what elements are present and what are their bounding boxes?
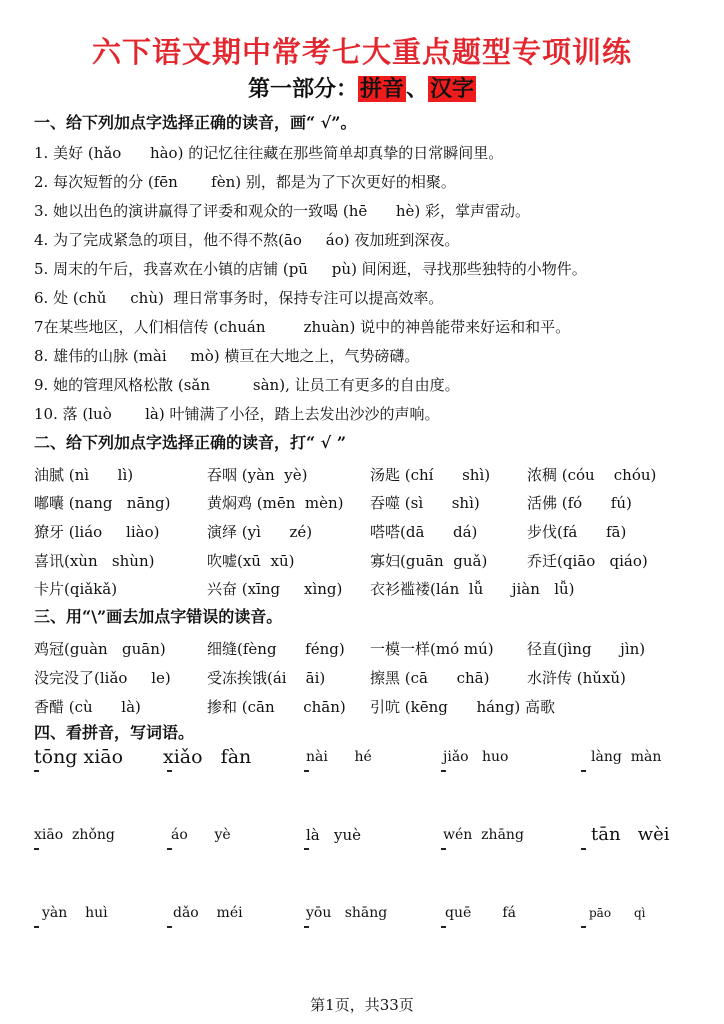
section3-item: 水浒传 (hǔxǔ) (527, 669, 626, 687)
word-writing-item (304, 826, 404, 896)
subtitle-prefix: 第一部分： (247, 76, 358, 102)
pinyin-prompt: jiǎo huo (443, 749, 509, 765)
pinyin-prompt: tān wèi (591, 824, 670, 845)
section2-item: 寡妇(guān guǎ) (370, 552, 488, 570)
section2-item: 油腻 (nì lì) (34, 466, 134, 484)
section2-item: 黄焖鸡 (mēn mèn) (207, 494, 344, 512)
writing-boxes[interactable] (441, 848, 446, 850)
section2-item: 演绎 (yì zé) (207, 523, 313, 541)
pinyin-prompt: yōu shāng (306, 905, 388, 921)
writing-boxes[interactable] (34, 770, 39, 772)
writing-boxes[interactable] (441, 770, 446, 772)
subtitle-highlight-pinyin: 拼音 (359, 76, 404, 102)
section2-item: 吹嘘(xū xū) (207, 552, 295, 570)
section2-item: 喜讯(xùn shùn) (34, 552, 155, 570)
word-writing-item (441, 748, 541, 818)
writing-boxes[interactable] (34, 926, 39, 928)
word-writing-item (581, 904, 681, 974)
pinyin-prompt: yàn huì (42, 905, 108, 921)
section3-item: 擦黑 (cā chā) (370, 669, 490, 687)
pinyin-prompt: xiǎo fàn (163, 746, 252, 768)
page-title: 六下语文期中常考七大重点题型专项训练 (91, 35, 632, 69)
word-writing-item (581, 748, 681, 818)
writing-boxes[interactable] (304, 770, 309, 772)
section2-item: 卡片(qiǎkǎ) (34, 580, 118, 598)
writing-boxes[interactable] (34, 848, 39, 850)
section1-item: 6. 处 (chǔ chù) 理日常事务时，保持专注可以提高效率。 (34, 289, 444, 307)
writing-boxes[interactable] (304, 926, 309, 928)
pinyin-prompt: nài hé (306, 749, 372, 765)
section3-item: 引吭 (kēng háng) 高歌 (370, 698, 555, 716)
word-writing-item (167, 826, 267, 896)
section2-item: 步伐(fá fā) (527, 523, 627, 541)
word-writing-item (304, 748, 404, 818)
word-writing-item (581, 826, 681, 896)
section2-item: 嘟囔 (nang nāng) (34, 494, 171, 512)
writing-boxes[interactable] (581, 848, 586, 850)
writing-boxes[interactable] (441, 926, 446, 928)
section3-item: 鸡冠(guàn guān) (34, 640, 166, 658)
writing-boxes[interactable] (304, 848, 309, 850)
word-writing-item (34, 826, 134, 896)
word-writing-item (34, 904, 134, 974)
section2-item: 吞噬 (sì shì) (370, 494, 480, 512)
section3-heading: 三、用“\”画去加点字错误的读音。 (34, 607, 283, 626)
section2-item: 嗒嗒(dā dá) (370, 523, 478, 541)
section1-item: 5. 周末的午后，我喜欢在小镇的店铺 (pū pù) 间闲逛，寻找那些独特的小物件。 (34, 260, 587, 278)
section1-item: 9. 她的管理风格松散 (sǎn sàn), 让员工有更多的自由度。 (34, 376, 460, 394)
section1-item: 7在某些地区，人们相信传 (chuán zhuàn) 说中的神兽能带来好运和和平。 (34, 318, 571, 336)
writing-boxes[interactable] (581, 770, 586, 772)
word-writing-item (441, 826, 541, 896)
word-writing-item (167, 904, 267, 974)
section2-heading: 二、给下列加点字选择正确的读音，打“ √ ” (34, 433, 347, 452)
writing-boxes[interactable] (167, 770, 172, 772)
section2-item: 汤匙 (chí shì) (370, 466, 491, 484)
section2-item: 兴奋 (xīng xìng) (207, 580, 343, 598)
section1-item: 3. 她以出色的演讲赢得了评委和观众的一致喝 (hē hè) 彩，掌声雷动。 (34, 202, 531, 220)
part-subtitle (0, 74, 724, 104)
pinyin-prompt: làng màn (591, 749, 662, 765)
pinyin-prompt: wén zhāng (443, 827, 524, 843)
word-writing-item (441, 904, 541, 974)
pinyin-prompt: quē fá (445, 905, 516, 921)
section3-item: 没完没了(liǎo le) (34, 669, 171, 687)
section3-item: 径直(jìng jìn) (527, 640, 646, 658)
section3-item: 细缝(fèng féng) (207, 640, 345, 658)
pinyin-prompt: pāo qì (589, 906, 646, 920)
word-writing-item (304, 904, 404, 974)
pinyin-prompt: tōng xiāo (34, 746, 124, 768)
pinyin-prompt: áo yè (171, 827, 231, 843)
pinyin-prompt: là yuè (306, 826, 362, 844)
section1-item: 10. 落 (luò là) 叶铺满了小径，踏上去发出沙沙的声响。 (34, 405, 440, 423)
section3-item: 香醋 (cù là) (34, 698, 141, 716)
subtitle-highlight-hanzi: 汉字 (430, 76, 475, 102)
section2-item: 獠牙 (liáo liào) (34, 523, 160, 541)
section2-item: 浓稠 (cóu chóu) (527, 466, 657, 484)
section3-item: 掺和 (cān chān) (207, 698, 346, 716)
word-writing-item (34, 748, 134, 818)
section3-item: 一模一样(mó mú) (370, 640, 494, 658)
section4-heading: 四、看拼音，写词语。 (34, 723, 195, 742)
pinyin-prompt: dǎo méi (173, 905, 243, 921)
subtitle-separator: 、 (406, 76, 429, 102)
section1-item: 8. 雄伟的山脉 (mài mò) 横亘在大地之上，气势磅礴。 (34, 347, 420, 365)
page-footer: 第1页，共33页 (310, 996, 414, 1014)
writing-boxes[interactable] (167, 926, 172, 928)
word-writing-item (163, 748, 263, 818)
section2-item: 活佛 (fó fú) (527, 494, 632, 512)
section1-item: 1. 美好 (hǎo hào) 的记忆往往藏在那些简单却真挚的日常瞬间里。 (34, 144, 504, 162)
section2-item: 衣衫褴褛(lán lǚ jiàn lǚ) (370, 580, 575, 598)
section2-item: 乔迁(qiāo qiáo) (527, 552, 648, 570)
writing-boxes[interactable] (581, 926, 586, 928)
section3-item: 受冻挨饿(ái āi) (207, 669, 326, 687)
writing-boxes[interactable] (167, 848, 172, 850)
section1-heading: 一、给下列加点字选择正确的读音，画“ √”。 (34, 113, 357, 132)
section1-item: 2. 每次短暂的分 (fēn fèn) 别，都是为了下次更好的相聚。 (34, 173, 456, 191)
section2-item: 吞咽 (yàn yè) (207, 466, 308, 484)
pinyin-prompt: xiāo zhǒng (34, 827, 115, 843)
section1-item: 4. 为了完成紧急的项目，他不得不熬(āo áo) 夜加班到深夜。 (34, 231, 460, 249)
